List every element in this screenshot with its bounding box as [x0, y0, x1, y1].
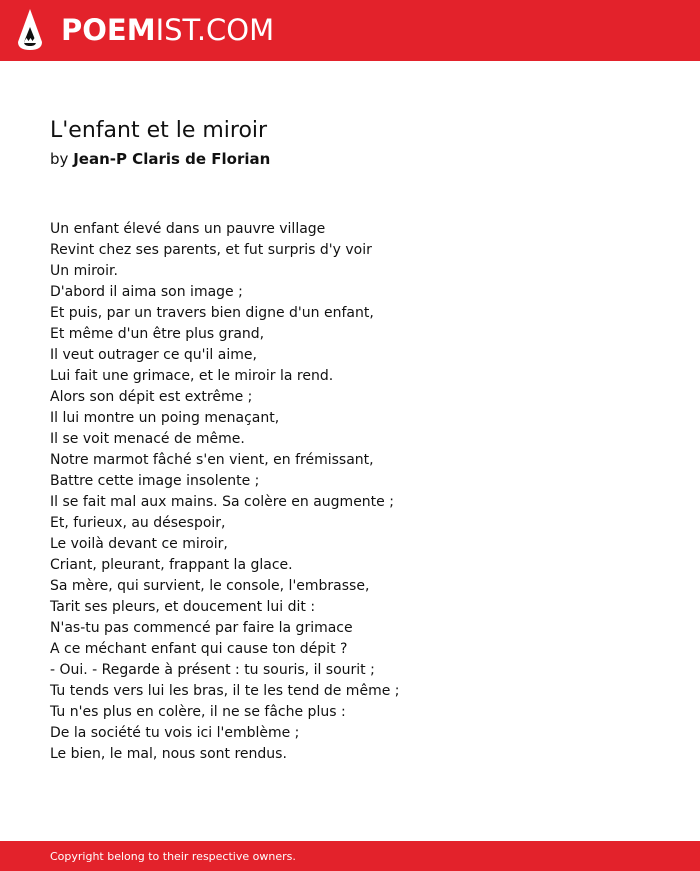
poem-line: Revint chez ses parents, et fut surpris d'y voir [50, 242, 372, 258]
poem-line: Il se voit menacé de même. [50, 431, 245, 447]
poem-line: A ce méchant enfant qui cause ton dépit ? [50, 641, 348, 657]
poem-line: Et puis, par un travers bien digne d'un enfant, [50, 305, 374, 321]
poem-title: L'enfant et le miroir [50, 118, 268, 143]
author-name: Jean-P Claris de Florian [73, 150, 271, 168]
copyright-notice: Copyright belong to their respective owners. [50, 850, 296, 863]
poem-line: Il se fait mal aux mains. Sa colère en augmente ; [50, 494, 394, 510]
poem-line: Sa mère, qui survient, le console, l'embrasse, [50, 578, 370, 594]
poem-line: Tu n'es plus en colère, il ne se fâche plus : [50, 704, 346, 720]
poem-line: D'abord il aima son image ; [50, 284, 243, 300]
poem-line: Et, furieux, au désespoir, [50, 515, 226, 531]
byline-prefix: by [50, 150, 69, 168]
poem-line: Battre cette image insolente ; [50, 473, 260, 489]
poem-line: Il veut outrager ce qu'il aime, [50, 347, 257, 363]
logo-text-light: IST.COM [155, 13, 275, 47]
poem-line: Le voilà devant ce miroir, [50, 536, 228, 552]
poem-body [50, 219, 650, 765]
poem-line: Le bien, le mal, nous sont rendus. [50, 746, 287, 762]
site-header [0, 0, 700, 61]
poem-line: Alors son dépit est extrême ; [50, 389, 253, 405]
site-footer [0, 841, 700, 871]
poem-line: Un miroir. [50, 263, 118, 279]
poem-line: N'as-tu pas commencé par faire la grimace [50, 620, 353, 636]
byline [50, 149, 270, 169]
poem-line: - Oui. - Regarde à présent : tu souris, il sourit ; [50, 662, 375, 678]
poem-line: Notre marmot fâché s'en vient, en frémissant, [50, 452, 374, 468]
poem-line: Tarit ses pleurs, et doucement lui dit : [50, 599, 316, 615]
poem-line: Un enfant élevé dans un pauvre village [50, 221, 326, 237]
pencil-tip-icon [15, 8, 45, 52]
site-logo[interactable] [61, 11, 274, 49]
poem-line: Criant, pleurant, frappant la glace. [50, 557, 293, 573]
poem-line: Et même d'un être plus grand, [50, 326, 265, 342]
poem-line: Il lui montre un poing menaçant, [50, 410, 280, 426]
poem-line: Lui fait une grimace, et le miroir la rend. [50, 368, 334, 384]
poem-line: De la société tu vois ici l'emblème ; [50, 725, 300, 741]
poem-line: Tu tends vers lui les bras, il te les tend de même ; [50, 683, 400, 699]
logo-text-bold: POEM [61, 13, 156, 47]
